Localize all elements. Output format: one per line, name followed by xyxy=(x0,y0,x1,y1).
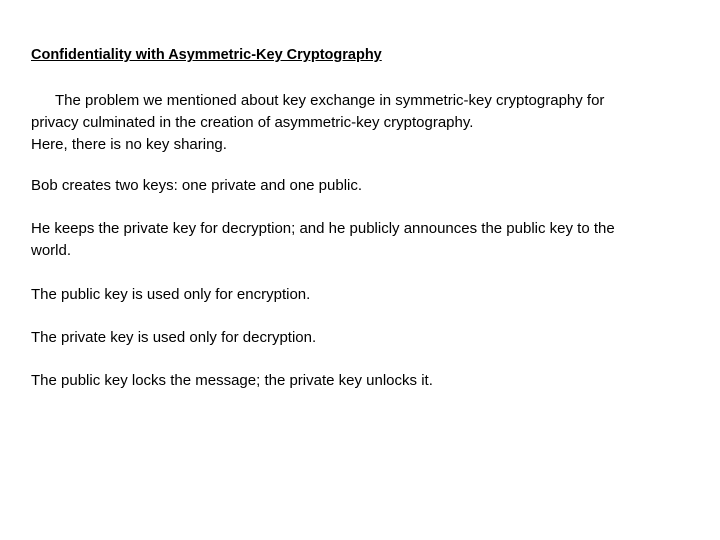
paragraph-line: Bob creates two keys: one private and one public. xyxy=(31,177,363,194)
paragraph-line: world. xyxy=(31,242,72,259)
paragraph-line xyxy=(31,90,691,112)
slide-title: Confidentiality with Asymmetric-Key Cryptography xyxy=(31,47,382,63)
paragraph-key-exchange xyxy=(31,90,691,156)
paragraph-two-keys xyxy=(31,175,691,197)
paragraph-line: Here, there is no key sharing. xyxy=(31,136,227,153)
paragraph-line: He keeps the private key for decryption; and he publicly announces the public key to the xyxy=(31,220,615,237)
paragraph-public-encryption xyxy=(31,284,691,306)
paragraph-text: The problem we mentioned about key exchange in symmetric-key cryptography for xyxy=(55,92,605,109)
paragraph-private-decryption xyxy=(31,327,691,349)
paragraph-line: privacy culminated in the creation of asymmetric-key cryptography. xyxy=(31,114,474,131)
paragraph-line: The public key locks the message; the private key unlocks it. xyxy=(31,372,433,389)
paragraph-line: The private key is used only for decryption. xyxy=(31,329,317,346)
paragraph-line: The public key is used only for encryption. xyxy=(31,286,311,303)
paragraph-locks-unlocks xyxy=(31,370,691,392)
paragraph-private-public xyxy=(31,218,691,262)
